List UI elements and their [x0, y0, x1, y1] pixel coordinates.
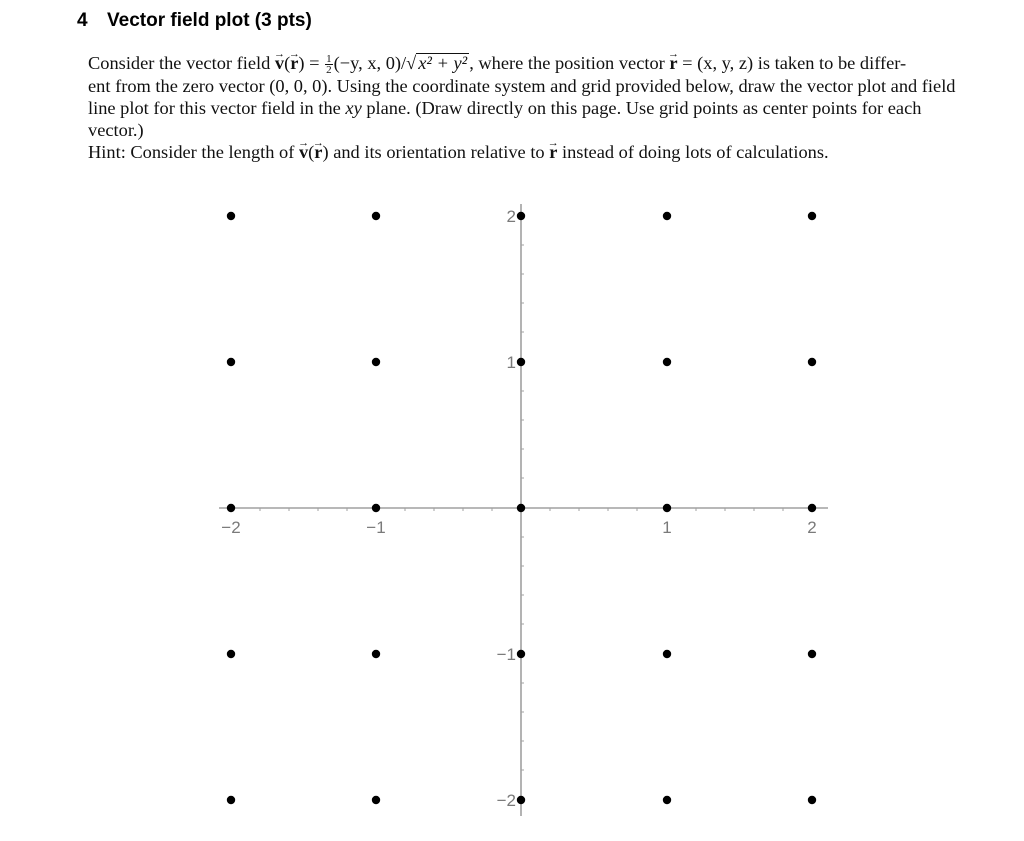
section-number: 4: [77, 10, 88, 31]
grid-point: [517, 212, 525, 220]
grid-point: [808, 504, 816, 512]
grid-point: [517, 796, 525, 804]
sqrt-sign: √: [406, 53, 417, 73]
sqrt-content: x² + y²: [418, 53, 468, 73]
grid-point: [808, 650, 816, 658]
one-half-fraction: $\frac{1}{2}$: [326, 53, 332, 77]
formula-components: (−y, x, 0)/: [333, 53, 407, 73]
position-vector-symbol: → r: [290, 52, 298, 74]
grid-point: [372, 358, 380, 366]
x-tick-label: 2: [807, 518, 817, 537]
grid-point: [372, 650, 380, 658]
grid-point: [663, 796, 671, 804]
grid-point: [808, 796, 816, 804]
y-tick-label: −1: [496, 645, 516, 664]
grid-point: [227, 212, 235, 220]
problem-line-4: vector.): [88, 120, 144, 141]
field-vector-symbol: → v: [275, 52, 284, 74]
grid-point: [663, 212, 671, 220]
grid-point: [663, 504, 671, 512]
position-vector-symbol: → r: [549, 141, 557, 163]
problem-line-1: Consider the vector field → v(→ r) = $\frac{1}{2}$ (−y, x, 0)/√ x² + y² , where the position vector → r = (x, y, z) is taken to be differ-: [88, 52, 960, 75]
grid-point: [227, 796, 235, 804]
grid-point: [517, 358, 525, 366]
grid-point: [663, 358, 671, 366]
grid-point: [372, 504, 380, 512]
problem-line-3: line plot for this vector field in the xy plane. (Draw directly on this page. Use grid points as center points for each: [88, 98, 922, 119]
grid-point: [372, 796, 380, 804]
y-tick-label: 1: [506, 353, 516, 372]
section-title: Vector field plot (3 pts): [107, 10, 312, 31]
grid-point: [517, 504, 525, 512]
x-tick-label: −1: [366, 518, 386, 537]
grid-point: [808, 358, 816, 366]
grid-point: [663, 650, 671, 658]
grid-point: [517, 650, 525, 658]
grid-point: [227, 504, 235, 512]
hint-line: Hint: Consider the length of → v(→ r) and its orientation relative to → r instead of doing lots of calculations.: [88, 141, 960, 163]
grid-point: [227, 650, 235, 658]
grid-point: [372, 212, 380, 220]
problem-line-2: ent from the zero vector (0, 0, 0). Using the coordinate system and grid provided below, draw the vector plot and field: [88, 76, 956, 97]
y-tick-label: 2: [506, 207, 516, 226]
position-vector-symbol: → r: [669, 52, 677, 74]
field-vector-symbol: → v: [299, 141, 308, 163]
x-tick-label: 1: [662, 518, 672, 537]
grid-point: [227, 358, 235, 366]
x-tick-label: −2: [221, 518, 241, 537]
grid-point: [808, 212, 816, 220]
position-vector-symbol: → r: [314, 141, 322, 163]
y-tick-label: −2: [496, 791, 516, 810]
